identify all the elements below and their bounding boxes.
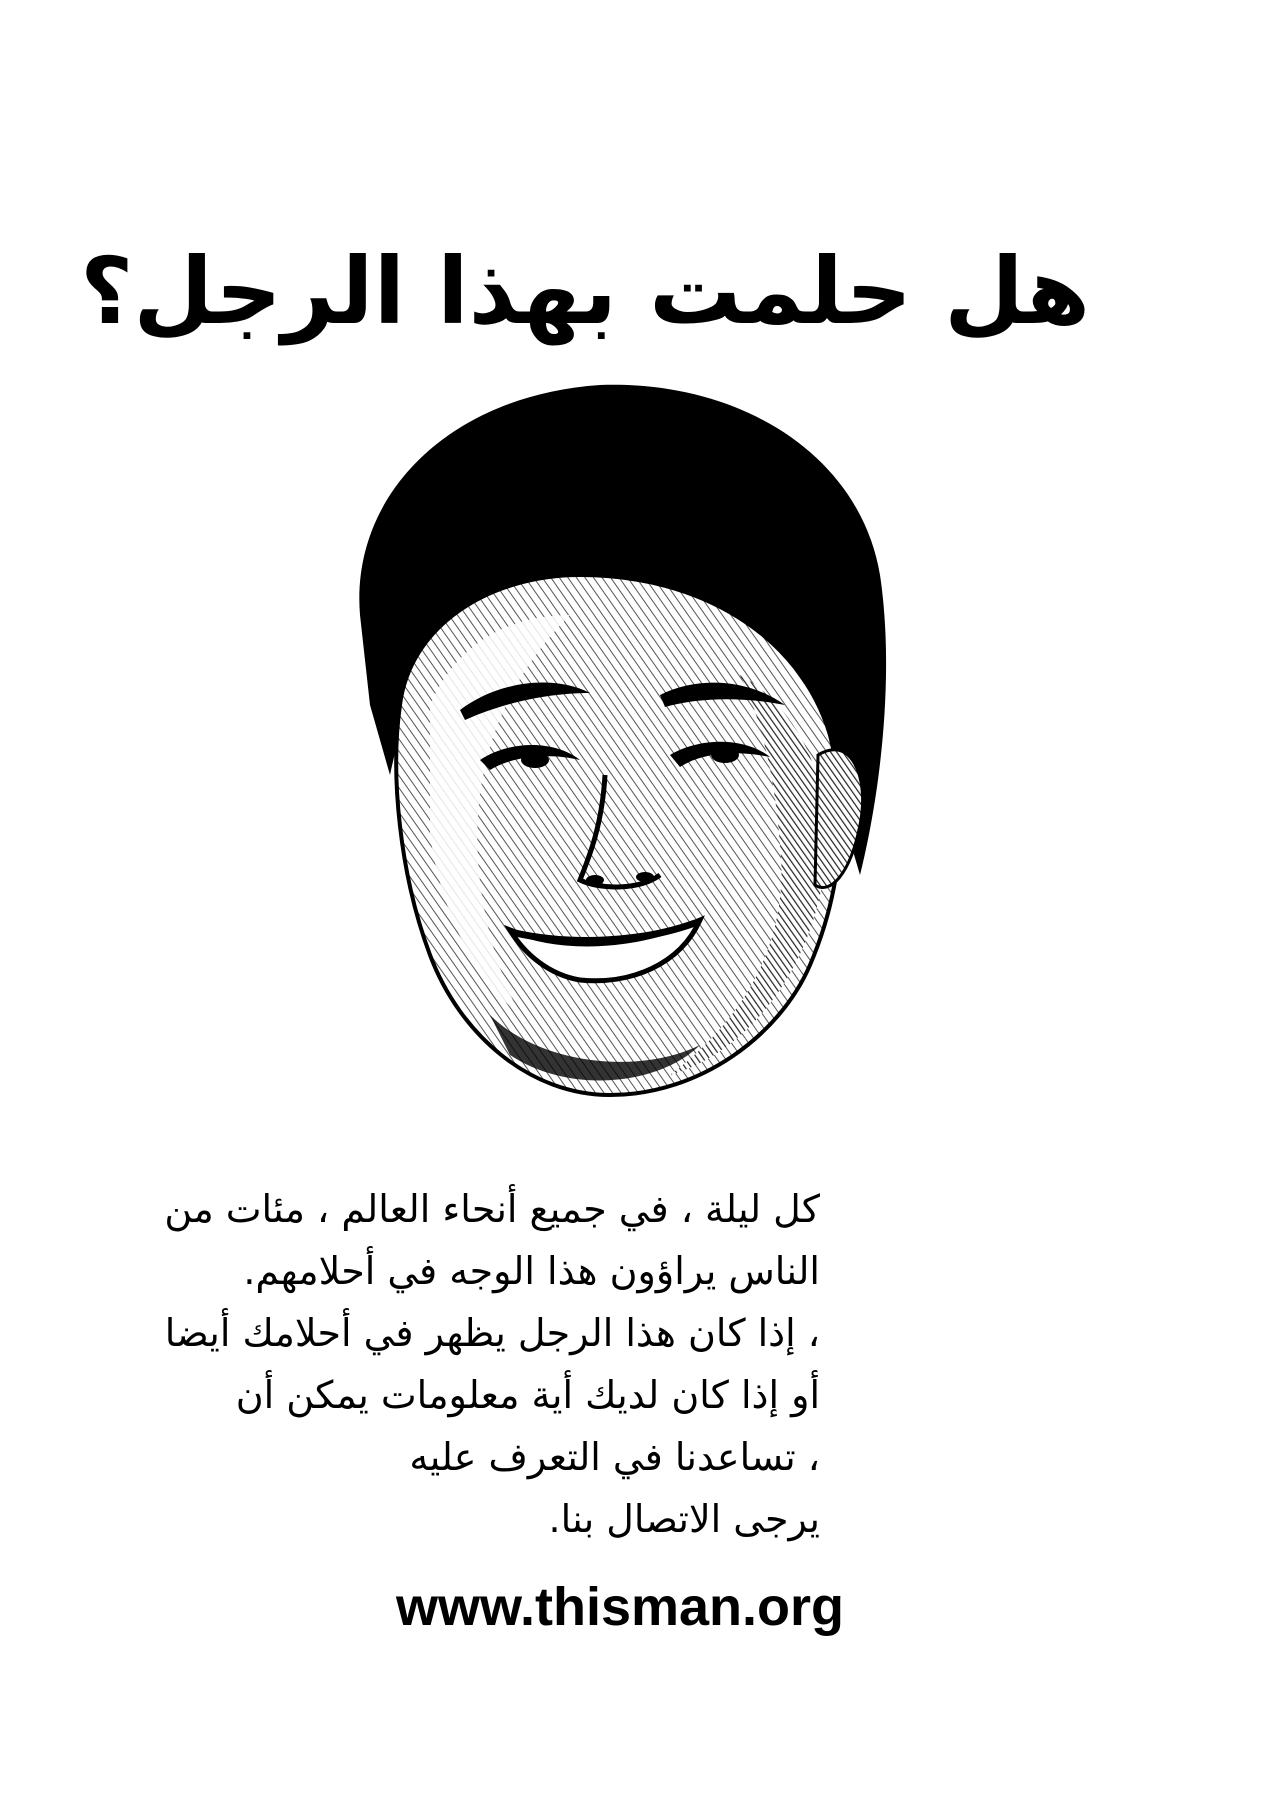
body-line: يرجى الاتصال بنا. [548, 1497, 820, 1541]
body-text [100, 1178, 820, 1550]
body-line: أو إذا كان لديك أية معلومات يمكن أن [235, 1373, 820, 1417]
man-face-portrait-icon [340, 375, 900, 1135]
headline: هل حلمت بهذا الرجل؟ [80, 237, 1090, 345]
body-line: الناس يراؤون هذا الوجه في أحلامهم. [243, 1249, 820, 1293]
website-url: www.thisman.org [395, 1577, 845, 1637]
body-line: ، تساعدنا في التعرف عليه [409, 1435, 820, 1479]
body-line: ، إذا كان هذا الرجل يظهر في أحلامك أيضا [164, 1311, 820, 1355]
body-line: كل ليلة ، في جميع أنحاء العالم ، مئات من [164, 1187, 820, 1231]
